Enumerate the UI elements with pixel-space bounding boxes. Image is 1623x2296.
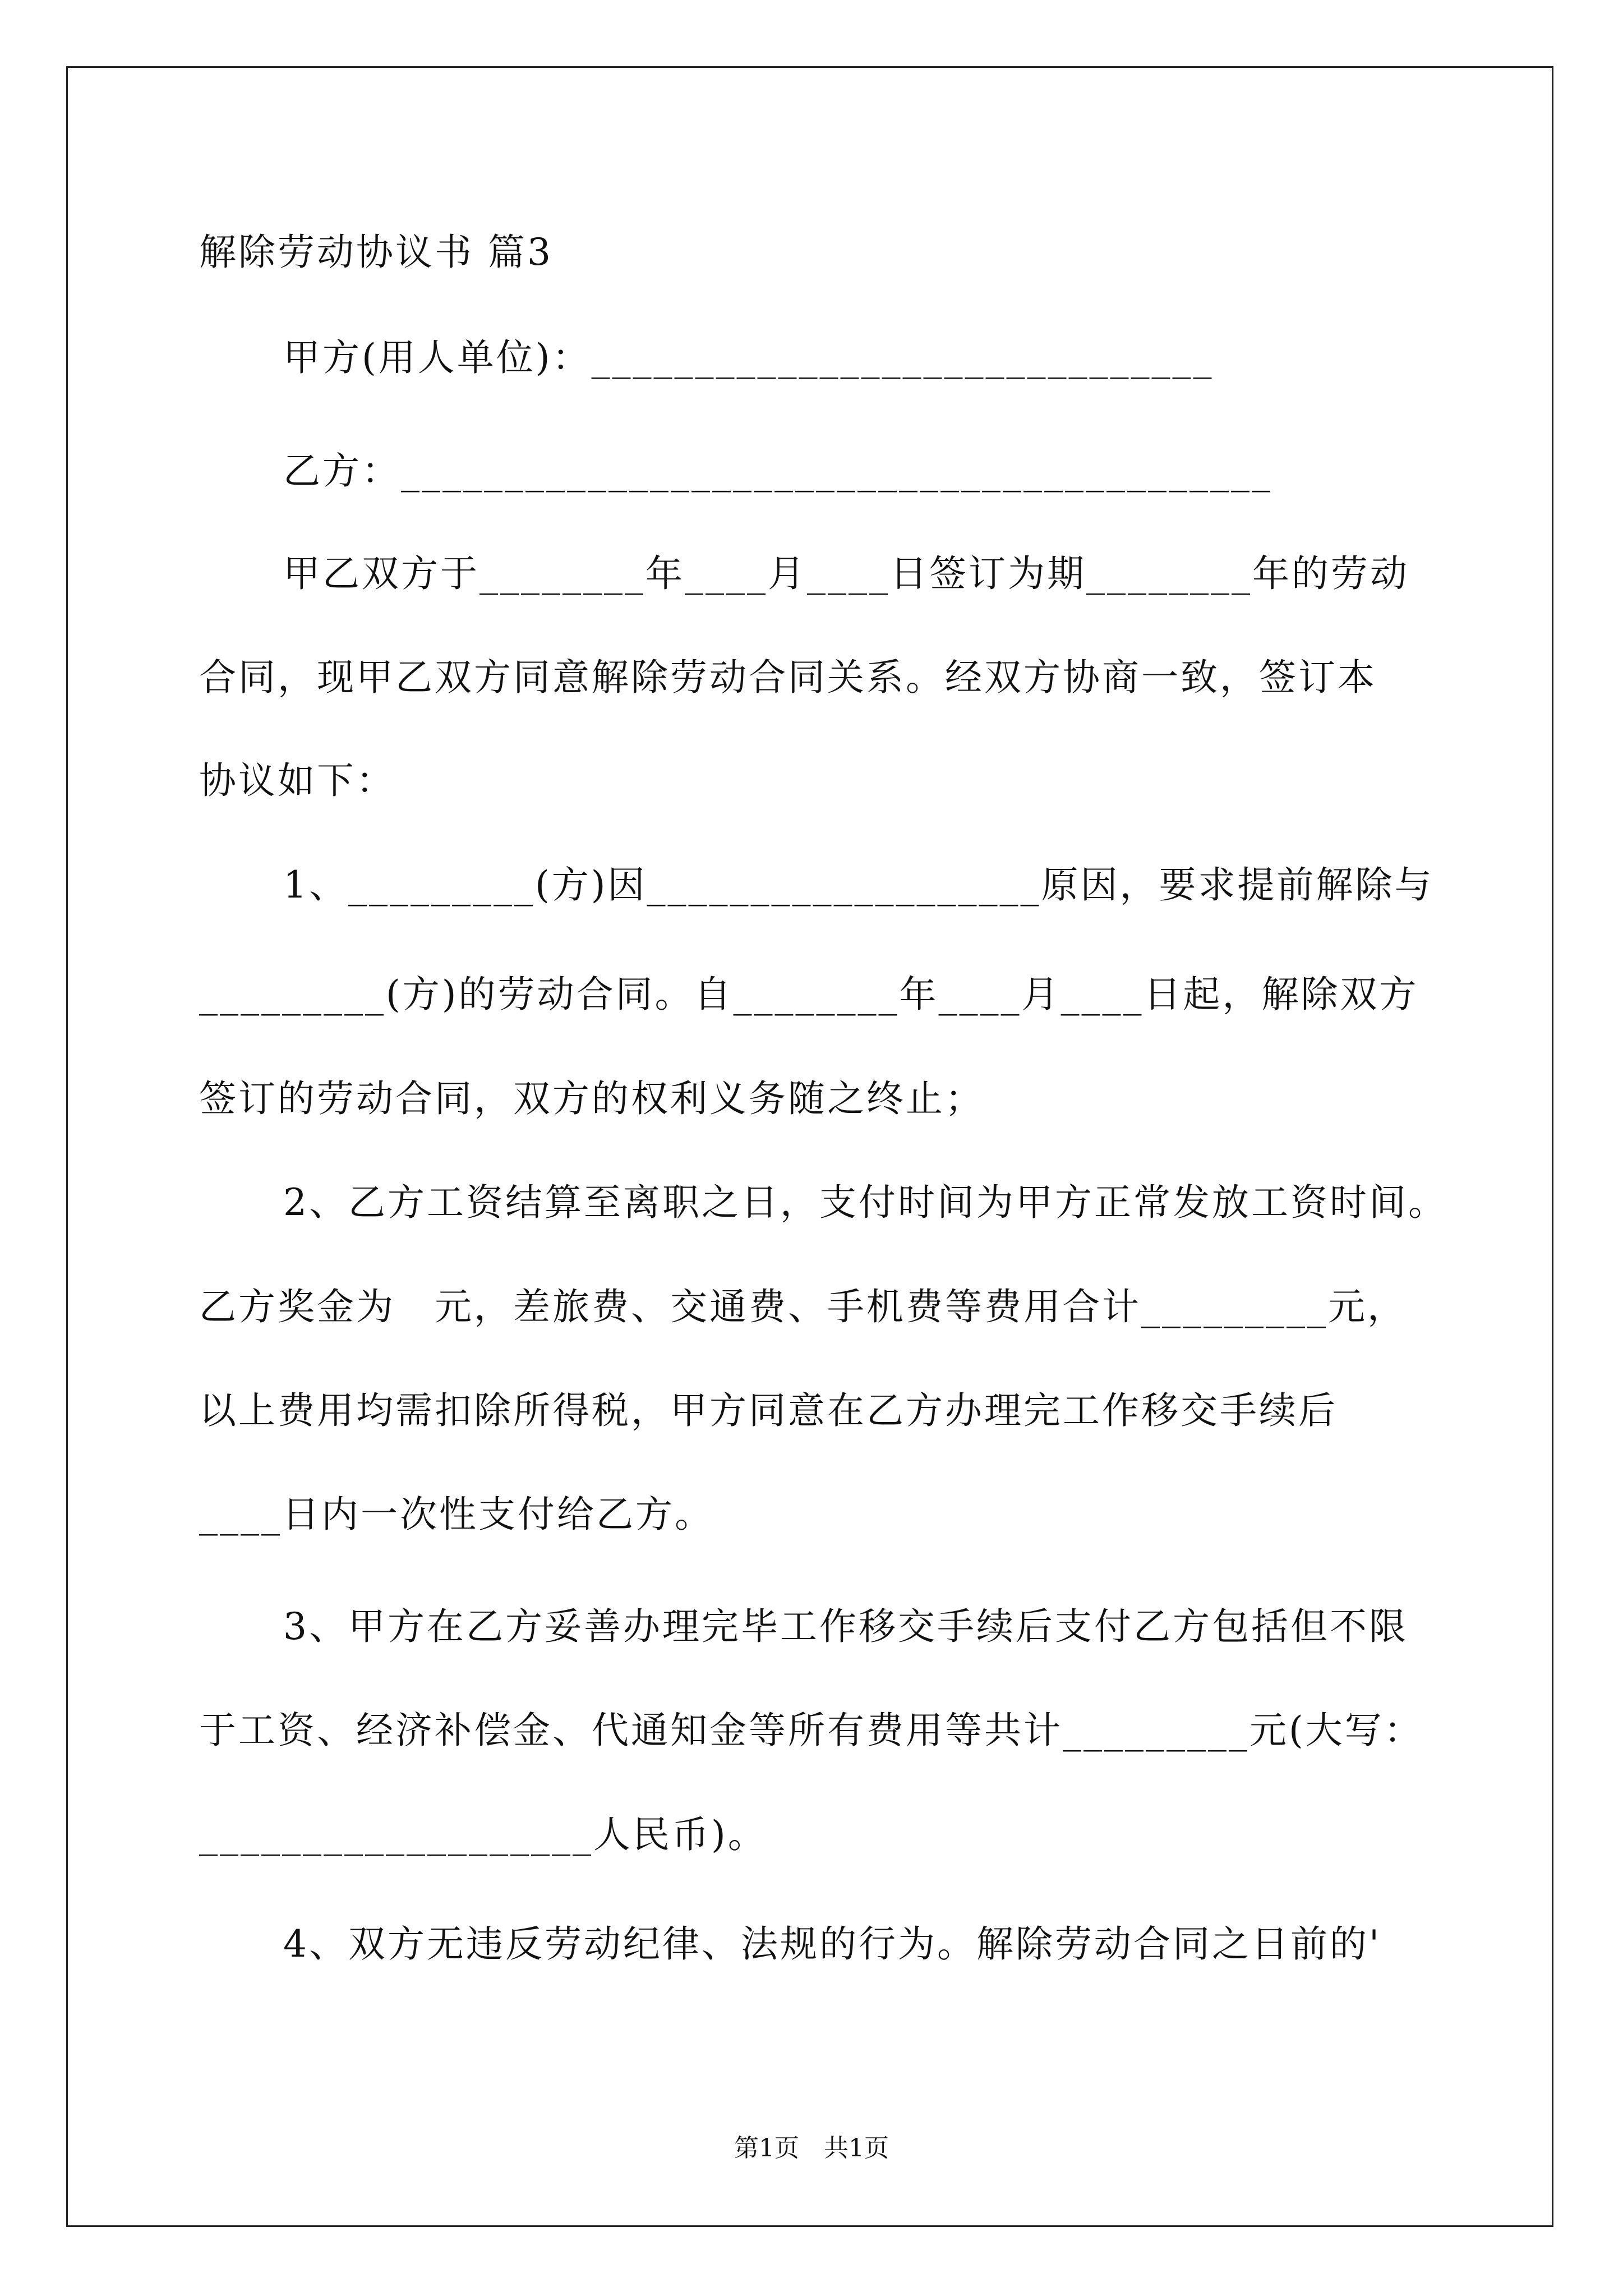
clause-3-line-2: 于工资、经济补偿金、代通知金等所有费用等共计_________元(大写： bbox=[199, 1709, 1423, 1752]
document-title: 解除劳动协议书 篇3 bbox=[199, 231, 553, 274]
preamble-line-2: 合同，现甲乙双方同意解除劳动合同关系。经双方协商一致，签订本 bbox=[199, 656, 1377, 699]
clause-2-line-2: 乙方奖金为 元，差旅费、交通费、手机费等费用合计_________元， bbox=[199, 1285, 1407, 1328]
preamble-line-3: 协议如下： bbox=[199, 759, 395, 802]
party-b-line: 乙方：__________________________________________ bbox=[283, 449, 1272, 493]
clause-2-line-3: 以上费用均需扣除所得税，甲方同意在乙方办理完工作移交手续后 bbox=[199, 1389, 1338, 1432]
clause-2-line-1: 2、乙方工资结算至离职之日，支付时间为甲方正常发放工资时间。 bbox=[283, 1181, 1447, 1224]
preamble-line-1: 甲乙双方于________年____月____日签订为期________年的劳动 bbox=[283, 552, 1409, 595]
page-number-footer: 第1页 共1页 bbox=[734, 2134, 889, 2162]
clause-2-line-4: ____日内一次性支付给乙方。 bbox=[199, 1493, 714, 1536]
clause-1-line-3: 签订的劳动合同，双方的权利义务随之终止； bbox=[199, 1077, 984, 1120]
page-border bbox=[66, 66, 1553, 2227]
clause-3-line-1: 3、甲方在乙方妥善办理完毕工作移交手续后支付乙方包括但不限 bbox=[283, 1605, 1408, 1648]
clause-1-line-2: _________(方)的劳动合同。自________年____月____日起，解除双方 bbox=[199, 973, 1419, 1016]
party-a-line: 甲方(用人单位)：______________________________ bbox=[283, 336, 1214, 379]
clause-1-line-1: 1、_________(方)因___________________原因，要求提前解除与 bbox=[283, 863, 1434, 907]
clause-3-line-3: ___________________人民币)。 bbox=[199, 1813, 767, 1856]
clause-4-line-1: 4、双方无违反劳动纪律、法规的行为。解除劳动合同之日前的' bbox=[283, 1922, 1382, 1966]
